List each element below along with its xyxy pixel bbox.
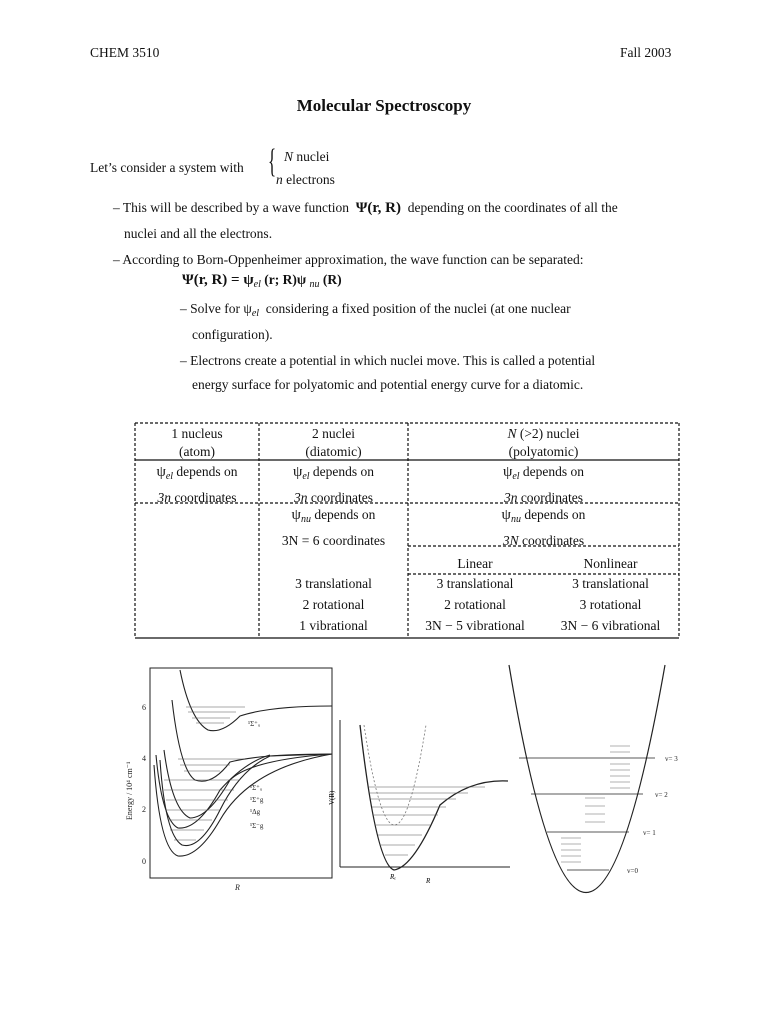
fig3-level-3: v= 3 [665, 755, 678, 763]
term-header: Fall 2003 [620, 45, 672, 60]
fig1-state-1: ¹Σ⁺ᵤ [248, 720, 261, 728]
nonlinear-header: Nonlinear [583, 556, 638, 571]
separation-equation: Ψ(r, $R) = \psi_{el}$ (r; R)ψ $_{nu}$ (R) [182, 272, 342, 290]
col1-header: 1 nucleus (atom) [171, 426, 223, 459]
intro-nuclei: N nuclei [284, 149, 330, 164]
figure-potential-curve [330, 715, 515, 895]
col3-header: N (>2) nuclei (polyatomic) [507, 426, 580, 459]
fig3-level-2: v= 2 [655, 791, 668, 799]
page-title: Molecular Spectroscopy [296, 96, 472, 115]
course-header: CHEM 3510 [90, 45, 160, 60]
fig1-ytick-2: 2 [142, 805, 146, 814]
fig1-ytick-6: 6 [142, 703, 146, 712]
fig2-re-label: Rₑ [390, 873, 397, 881]
linear-header: Linear [457, 556, 493, 571]
col2-nu-cell: $\psi_{nu}$ depends on 3N = 6 coordinates [281, 507, 386, 548]
fig1-ytick-4: 4 [142, 754, 146, 763]
fig1-state-5: ¹Σ⁻g [250, 822, 264, 830]
fig1-xlabel: R [235, 883, 240, 892]
fig1-state-4: ¹Δg [250, 808, 261, 816]
col3-nu-cell: $\psi_{nu}$ depends on 3N coordinates [501, 507, 586, 548]
fig3-level-0: v=0 [627, 867, 638, 875]
subbullet-potential-2: energy surface for polyatomic and potential energy curve for a diatomic. [192, 377, 584, 392]
fig1-ytick-0: 0 [142, 857, 146, 866]
linear-dof: 3 translational 2 rotational 3N − 5 vibrational [425, 576, 525, 633]
fig1-frame [150, 668, 332, 878]
fig3-level-1: v= 1 [643, 829, 656, 837]
bullet-wavefunction: – This will be described by a wave function Ψ(r, R) depending on the coordinates of all the [113, 200, 618, 216]
fig1-state-3: ¹Σ⁺g [250, 796, 264, 804]
col1-el-cell: $\psi_{el}$ depends on 3n coordinates [156, 464, 238, 505]
bullet-born-oppenheimer: – According to Born-Oppenheimer approximation, the wave function can be separated: [113, 252, 584, 267]
figure-electronic-states [120, 660, 335, 895]
figure-harmonic-levels [505, 660, 690, 895]
col2-header: 2 nuclei (diatomic) [305, 426, 362, 459]
fig2-ylabel: V(R) [328, 790, 336, 805]
fig1-state-2: ¹Σ⁺ᵤ [250, 784, 263, 792]
col2-el-cell: $\psi_{el}$ depends on 3n coordinates [292, 464, 375, 505]
fig1-ylabel: Energy / 10⁴ cm⁻¹ [125, 761, 134, 820]
col3-el-cell: $\psi_{el}$ depends on 3n coordinates [502, 464, 585, 505]
nonlinear-dof: 3 translational 3 rotational 3N − 6 vibrational [560, 576, 661, 633]
fig2-xlabel: R [426, 877, 431, 885]
curly-brace: { [268, 143, 277, 180]
subbullet-solve-cont: configuration). [192, 327, 273, 342]
col2-dof: 3 translational 2 rotational 1 vibrational [295, 576, 372, 633]
subbullet-solve: – Solve for $\psi_{el}$ considering a fixed position of the nuclei (at one nuclear [180, 301, 571, 319]
intro-text: Let’s consider a system with [90, 160, 244, 175]
subbullet-potential-1: – Electrons create a potential in which nuclei move. This is called a potential [180, 353, 596, 368]
intro-electrons: n electrons [276, 172, 335, 187]
bullet-wavefunction-cont: nuclei and all the electrons. [124, 226, 273, 241]
